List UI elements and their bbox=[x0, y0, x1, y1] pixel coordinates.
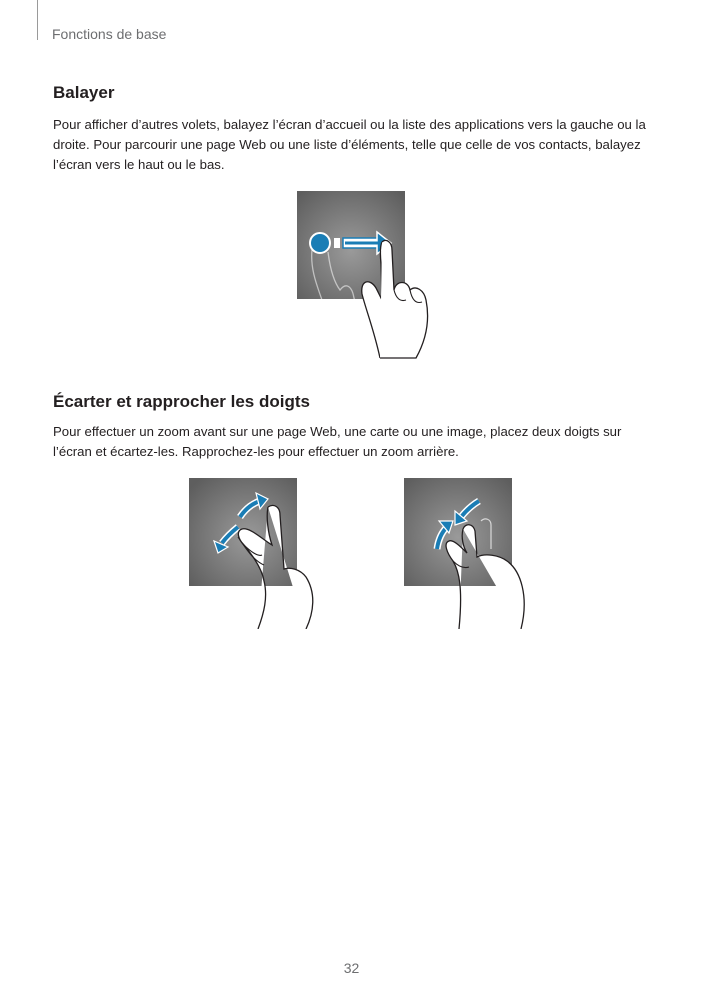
page-number: 32 bbox=[343, 960, 360, 976]
section-heading-pinch: Écarter et rapprocher les doigts bbox=[53, 392, 310, 411]
running-header: Fonctions de base bbox=[52, 26, 167, 42]
text-line: Pour effectuer un zoom avant sur une page Web, une carte ou une image, placez deux doigts sur bbox=[53, 424, 622, 439]
text-line: Pour afficher d’autres volets, balayez l’écran d’accueil ou la liste des applications vers la gauche ou la bbox=[53, 117, 646, 132]
spread-fingers-icon bbox=[188, 477, 320, 629]
pinch-fingers-icon bbox=[403, 477, 535, 629]
swipe-gesture-icon bbox=[296, 190, 436, 360]
text-line: l’écran et écartez-les. Rapprochez-les pour effectuer un zoom arrière. bbox=[53, 444, 459, 459]
margin-rule bbox=[37, 0, 38, 40]
section-text-swipe bbox=[53, 115, 651, 175]
section-heading-swipe: Balayer bbox=[53, 83, 115, 102]
section-text-pinch bbox=[53, 422, 651, 462]
text-line: droite. Pour parcourir une page Web ou une liste d’éléments, telle que celle de vos contacts, balayez bbox=[53, 137, 641, 152]
text-line: l’écran vers le haut ou le bas. bbox=[53, 157, 225, 172]
